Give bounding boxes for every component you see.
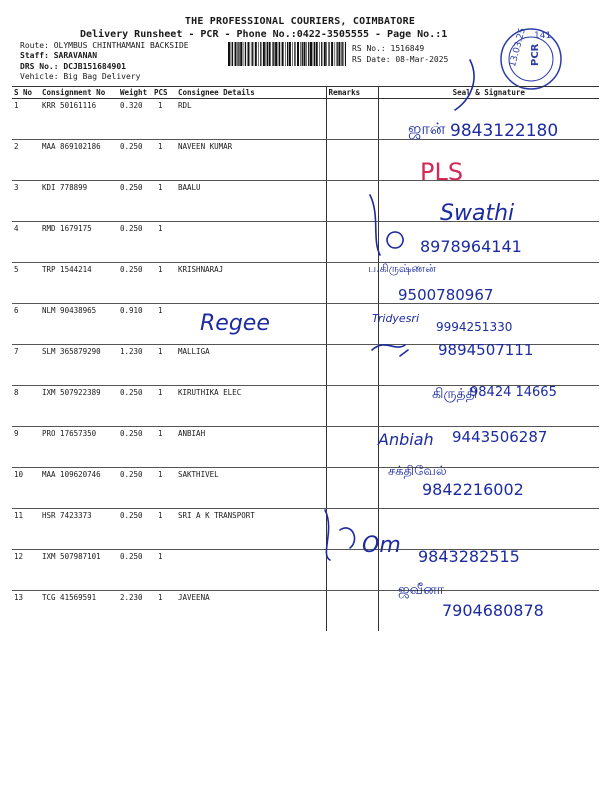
table-row: [12, 468, 599, 509]
hw-row9-phone: 9443506287: [452, 428, 548, 446]
row-signature: [378, 263, 599, 304]
row-weight: 0.250: [118, 181, 152, 222]
row-signature: [378, 181, 599, 222]
col-pcs: PCS: [152, 87, 176, 99]
rs-number: RS No.: 1516849: [352, 44, 425, 53]
row-consignment-no: PRO 17657350: [40, 427, 118, 468]
row-consignee: ANBIAH: [176, 427, 326, 468]
row-consignment-no: MAA 109620746: [40, 468, 118, 509]
route-label: Route: OLYMBUS CHINTHAMANI BACKSIDE: [20, 41, 189, 50]
row-weight: 0.910: [118, 304, 152, 345]
row-weight: 0.320: [118, 99, 152, 140]
hw-row9-signature: Anbiah: [378, 430, 434, 449]
row-weight: 1.230: [118, 345, 152, 386]
row-remarks: [326, 509, 378, 550]
row-consignee: [176, 222, 326, 263]
row-consignee: SAKTHIVEL: [176, 468, 326, 509]
row-sno: 13: [14, 593, 24, 602]
row-remarks: [326, 550, 378, 591]
hw-row11-signature: Om: [362, 533, 401, 558]
consignment-table: [12, 86, 599, 631]
table-row: [12, 386, 599, 427]
table-row: [12, 509, 599, 550]
row-remarks: [326, 263, 378, 304]
row-pcs: 1: [152, 99, 176, 140]
hw-row8-signature: கிருத்தி: [432, 386, 478, 402]
hw-row1-signature: ஜான்: [408, 119, 446, 138]
row-pcs: 1: [152, 304, 176, 345]
row-weight: 0.250: [118, 427, 152, 468]
delivery-stamp: [498, 26, 564, 92]
hw-row8-phone: 98424 14665: [470, 385, 557, 400]
row-remarks: [326, 222, 378, 263]
hw-row5-signature: ப.கிருஷ்ணன்: [368, 262, 436, 275]
row-sno: 5: [12, 263, 40, 304]
row-consignment-no: KRR 50161116: [40, 99, 118, 140]
row-remarks: [326, 468, 378, 509]
drs-number: DRS No.: DCJB151684901: [20, 62, 126, 71]
row-consignee: SRI A K TRANSPORT: [176, 509, 326, 550]
row-consignment-no: NLM 90438965: [40, 304, 118, 345]
row-signature: [378, 140, 599, 181]
row-remarks: [326, 140, 378, 181]
row-consignee: JAVEENA: [178, 593, 210, 602]
row-consignee: [176, 304, 326, 345]
row-sno: 1: [12, 99, 40, 140]
row-signature: [378, 550, 599, 591]
vehicle-label: Vehicle: Big Bag Delivery: [20, 72, 141, 81]
row-consignee: BAALU: [176, 181, 326, 222]
row-pcs: 1: [152, 263, 176, 304]
row-pcs: 1: [152, 140, 176, 181]
row-pcs: 1: [152, 427, 176, 468]
row-remarks: [326, 386, 378, 427]
row-sno: 12: [12, 550, 40, 591]
row-sno: 8: [12, 386, 40, 427]
row-consignee: [176, 550, 326, 591]
hw-row3-name: Swathi: [440, 201, 515, 226]
table-row: [12, 99, 599, 140]
row-signature: [378, 304, 599, 345]
row-consignee: NAVEEN KUMAR: [176, 140, 326, 181]
row-remarks: [326, 345, 378, 386]
hw-row13-signature: ஜவீனா: [398, 582, 444, 598]
row-weight: 0.250: [118, 468, 152, 509]
row-weight: 0.250: [118, 222, 152, 263]
row-remarks: [326, 304, 378, 345]
row-remarks: [326, 591, 378, 632]
row-consignee: RDL: [176, 99, 326, 140]
row-pcs: 1: [152, 345, 176, 386]
row-signature: [378, 509, 599, 550]
row-consignment-no: TRP 1544214: [40, 263, 118, 304]
company-name: THE PROFESSIONAL COURIERS, COIMBATORE: [184, 16, 416, 27]
row-sno: 9: [12, 427, 40, 468]
stamp-date: 13.03.25: [507, 26, 529, 69]
row-consignment-no: RMD 1679175: [40, 222, 118, 263]
row-weight: 0.250: [118, 140, 152, 181]
row-consignment-no: TCG 41569591: [42, 593, 97, 602]
hw-row2-initials: PLS: [420, 158, 464, 186]
row-weight: 2.230: [120, 593, 143, 602]
row-signature: [378, 386, 599, 427]
hw-row7-phone: 9894507111: [438, 341, 534, 359]
col-weight: Weight: [118, 87, 152, 99]
row-consignment-no: SLM 365879290: [40, 345, 118, 386]
row-consignment-no: MAA 869102186: [40, 140, 118, 181]
table-row: [12, 345, 599, 386]
stamp-number: 141: [534, 31, 552, 41]
row-pcs: 1: [152, 468, 176, 509]
table-row: [12, 222, 599, 263]
row-signature: [378, 345, 599, 386]
row-sno: 4: [12, 222, 40, 263]
table-row: [12, 550, 599, 591]
hw-row13-phone: 7904680878: [442, 601, 544, 620]
row-pcs: 1: [152, 181, 176, 222]
row-remarks: [326, 427, 378, 468]
row-remarks: [326, 181, 378, 222]
row-consignee: KIRUTHIKA ELEC: [176, 386, 326, 427]
hw-row10-signature: சக்திவேல்: [388, 464, 447, 479]
row-weight: 0.250: [118, 386, 152, 427]
row-weight: 0.250: [118, 509, 152, 550]
row-pcs: 1: [152, 222, 176, 263]
row-consignee: MALLIGA: [176, 345, 326, 386]
row-consignment-no: IXM 507922389: [40, 386, 118, 427]
row-sno: 7: [12, 345, 40, 386]
row-signature: [378, 591, 599, 632]
row-sno: 10: [12, 468, 40, 509]
row-consignee: KRISHNARAJ: [176, 263, 326, 304]
row-sno: 3: [12, 181, 40, 222]
hw-row10-phone: 9842216002: [422, 480, 524, 499]
hw-row6-phone: 9994251330: [436, 320, 513, 334]
hw-row5-phone: 9500780967: [398, 286, 494, 304]
row-weight: 0.250: [118, 263, 152, 304]
row-sno: 6: [12, 304, 40, 345]
row-consignment-no: IXM 507987101: [40, 550, 118, 591]
row-consignment-no: HSR 7423373: [40, 509, 118, 550]
hw-row4-phone: 8978964141: [420, 237, 522, 256]
table-row: [12, 140, 599, 181]
staff-label: Staff: SARAVANAN: [20, 51, 98, 60]
table-header: [12, 87, 599, 99]
col-consignee: Consignee Details: [176, 87, 326, 99]
table-row: [12, 427, 599, 468]
rs-date: RS Date: 08-Mar-2025: [352, 55, 449, 64]
row-signature: [378, 468, 599, 509]
col-remarks: Remarks: [326, 87, 378, 99]
hw-row12-phone: 9843282515: [418, 547, 520, 566]
table-row: [12, 304, 599, 345]
row-signature: [378, 427, 599, 468]
hw-row6-signature: Tridyesri: [372, 312, 420, 325]
row-consignment-no: KDI 778899: [40, 181, 118, 222]
runsheet-subtitle: Delivery Runsheet - PCR - Phone No.:0422-3505555 - Page No.:1: [80, 29, 448, 40]
stamp-code: PCR: [530, 43, 541, 66]
col-signature: Seal & Signature: [378, 87, 599, 99]
row-sno: 2: [12, 140, 40, 181]
table-row: [12, 263, 599, 304]
row-signature: [378, 222, 599, 263]
row-pcs: 1: [152, 509, 176, 550]
row-pcs: 1: [152, 550, 176, 591]
col-sno: S No: [12, 87, 40, 99]
row-pcs: 1: [152, 386, 176, 427]
hw-row1-phone: 9843122180: [450, 121, 559, 141]
table-row: [12, 181, 599, 222]
table-row: [12, 591, 599, 632]
row-sno: 11: [12, 509, 40, 550]
barcode: [228, 42, 346, 66]
row-signature: [378, 99, 599, 140]
row-weight: 0.250: [118, 550, 152, 591]
hw-row6-name: Regee: [200, 311, 270, 336]
row-remarks: [326, 99, 378, 140]
col-consignment: Consignment No: [40, 87, 118, 99]
row-pcs: 1: [158, 593, 163, 602]
